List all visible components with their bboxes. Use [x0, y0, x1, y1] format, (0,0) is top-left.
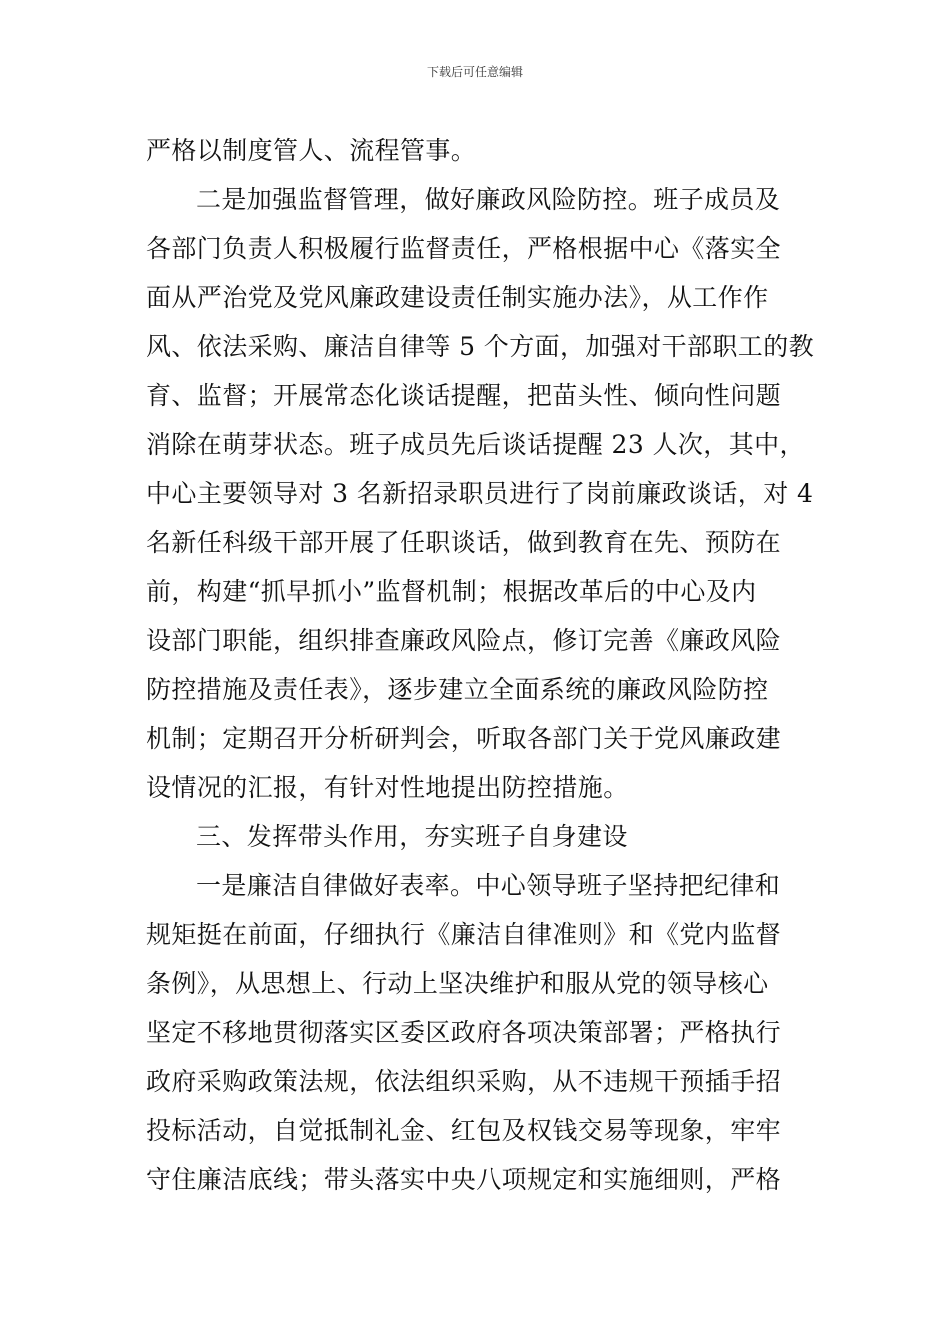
page-header: 下载后可任意编辑 [426, 65, 523, 79]
paragraph-start-line: 二是加强监督管理，做好廉政风险防控。班子成员及 [196, 185, 781, 214]
body-line: 政府采购政策法规，依法组织采购，从不违规干预插手招 [146, 1067, 782, 1096]
paragraph-start-line: 一是廉洁自律做好表率。中心领导班子坚持把纪律和 [196, 871, 781, 900]
body-line: 设部门职能，组织排查廉政风险点，修订完善《廉政风险 [146, 626, 782, 655]
body-line: 名新任科级干部开展了任职谈话，做到教育在先、预防在 [146, 528, 782, 557]
body-line: 条例》，从思想上、行动上坚决维护和服从党的领导核心 [146, 969, 769, 998]
body-line: 育、监督；开展常态化谈话提醒，把苗头性、倾向性问题 [146, 381, 782, 410]
body-line: 风、依法采购、廉洁自律等 5 个方面，加强对干部职工的教 [146, 332, 815, 361]
section-heading: 三、发挥带头作用，夯实班子自身建设 [196, 822, 628, 851]
body-line: 机制；定期召开分析研判会，听取各部门关于党风廉政建 [146, 724, 782, 753]
body-line: 中心主要领导对 3 名新招录职员进行了岗前廉政谈话，对 4 [146, 479, 814, 508]
body-line: 消除在萌芽状态。班子成员先后谈话提醒 23 人次，其中， [146, 430, 805, 459]
body-line: 面从严治党及党风廉政建设责任制实施办法》，从工作作 [146, 283, 769, 312]
body-line: 前，构建“抓早抓小”监督机制；根据改革后的中心及内 [146, 577, 757, 606]
body-line: 设情况的汇报，有针对性地提出防控措施。 [146, 773, 629, 802]
body-line: 投标活动，自觉抵制礼金、红包及权钱交易等现象，牢牢 [146, 1116, 782, 1145]
body-line: 坚定不移地贯彻落实区委区政府各项决策部署；严格执行 [146, 1018, 782, 1047]
body-line: 规矩挺在前面，仔细执行《廉洁自律准则》和《党内监督 [146, 920, 782, 949]
body-line: 防控措施及责任表》，逐步建立全面系统的廉政风险防控 [146, 675, 769, 704]
body-line: 守住廉洁底线；带头落实中央八项规定和实施细则，严格 [146, 1165, 782, 1194]
document-body [146, 126, 815, 1204]
body-line: 严格以制度管人、流程管事。 [146, 136, 477, 165]
body-line: 各部门负责人积极履行监督责任，严格根据中心《落实全 [146, 234, 782, 263]
